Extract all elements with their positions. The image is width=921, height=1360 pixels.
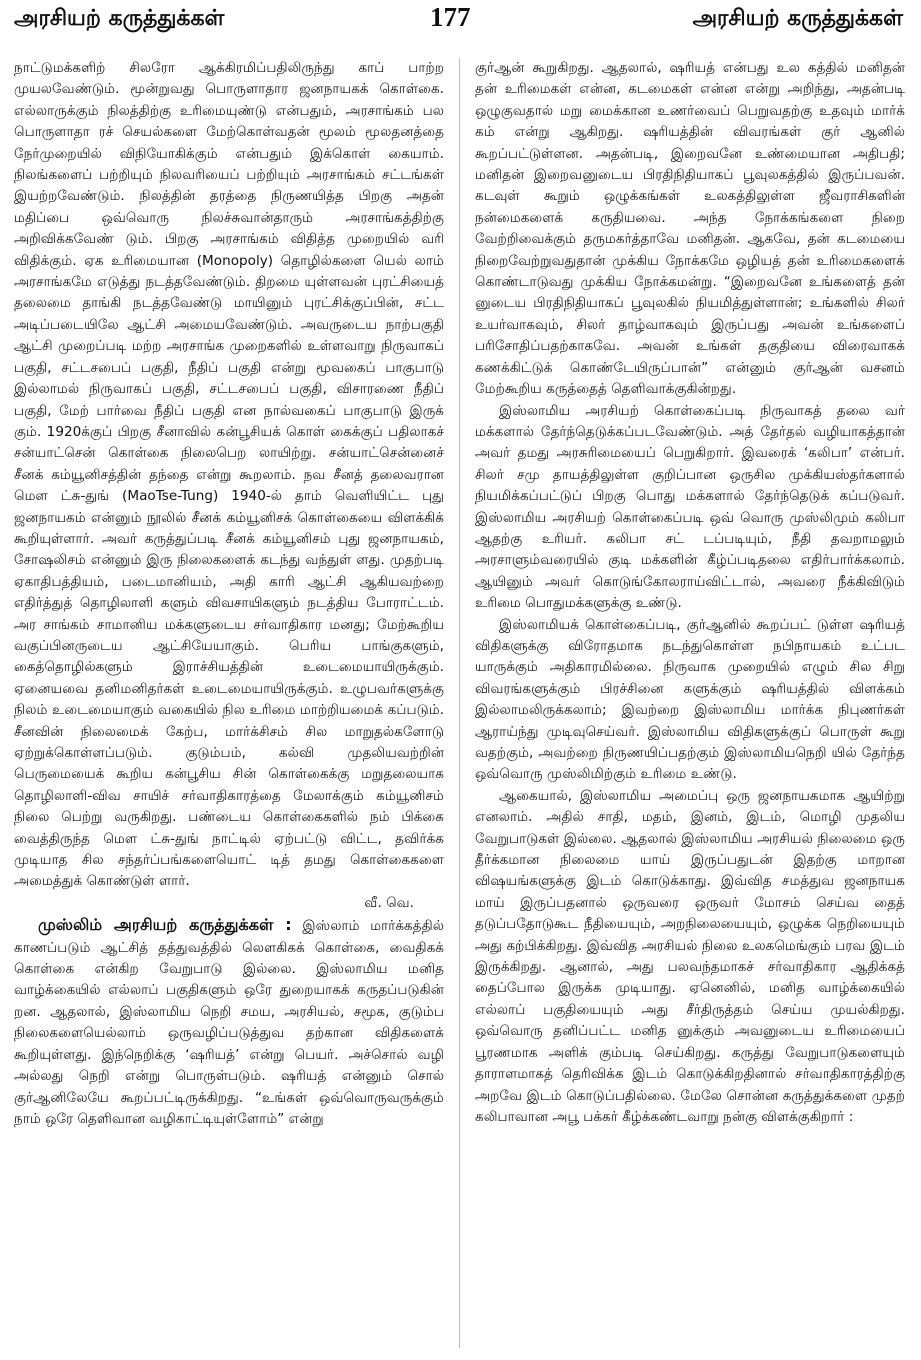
author-initials: வீ. வெ. — [364, 894, 414, 911]
right-column — [475, 58, 905, 1353]
paragraph: இஸ்லாமிய அரசியற் கொள்கைப்படி நிருவாகத் தலை வர் மக்களால் தேர்ந்தெடுக்கப்படவேண்டும். அத் தேர்தல் வழியாகத்தான் அவர் தமது அரசுரிமையைப் பெறுகிறார். இவரைக் ‘கலிபா’ என்பர். சிலர் சமு தாயத்திலுள்ள குறிப்பான ஒருசில முக்கியஸ்தர்களால் நியமிக்கப்பட்டுப் பிறகு பொது மக்களால் தேர்ந்தெடுக் கப்படுவர். இஸ்லாமிய அரசியற் கொள்கைப்படி ஒவ் வொரு முஸ்லிமும் கலிபா ஆதற்கு உரியர். கலிபா சட் டப்படியும், நீதி தவறாமலும் அரசாளும்வரையில் குடி மக்களின் கீழ்ப்படிதலை எதிர்பார்க்கலாம். ஆயினும் அவர் கொடுங்கோலராய்விட்டால், அவரை நீக்கிவிடும் உரிமை பொதுமக்களுக்கு உண்டு. — [475, 402, 905, 612]
paragraph: குர்ஆன் கூறுகிறது. ஆதலால், ஷரியத் என்பது உல கத்தில் மனிதன் தன் உரிமைகள் என்ன, கடமைகள் என்ன என்று அறிந்து, அதன்படி ஒழுகுவதால் மறு மைக்கான உணர்வைப் பெறுவதற்கு உதவும் மார்க் கம் என்று ஆகிறது. ஷரியத்தின் விவரங்கள் குர் ஆனில் கூறப்பட்டுள்ளன. அதன்படி, இறைவனே உண்மையான அதிபதி; மனிதன் இறைவனுடைய பிரதிநிதியாகப் பூவுலகத்தில் இருப்பவன். கடவுள் கூறும் ஒழுக்கங்கள் உலகத்திலுள்ள ஜீவராசிகளின் நன்மைகளைக் கருதியவை. அந்த நோக்கங்களை நிறை வேற்றிவைக்கும் தருமகர்த்தாவே மனிதன். ஆகவே, தன் கடமையை நிறைவேற்றுவதுதான் முக்கிய நோக்கமே ஒழியத் தன் உரிமைகளைக் கொண்டாடுவது முக்கிய நோக்கமன்று. “இறைவனே உங்களைத் தன் னுடைய பிரதிநிதியாகப் பூவுலகில் நியமித்துள்ளான்; உங்களில் சிலர் உயர்வாகவும், சிலர் தாழ்வாகவும் இருப்பது அவன் உங்களைப் பரிசோதிப்பதற்காகவே. அவன் உங்கள் தகுதியை விரைவாகக் கணக்கிட்டுக் கொண்டேயிருப்பான்” என்னும் குர்ஆன் வசனம் மேற்கூறிய கருத்தைத் தெளிவாக்குகின்றது. — [475, 60, 905, 398]
paragraph: இஸ்லாமியக் கொள்கைப்படி, குர்ஆனில் கூறப்பட் டுள்ள ஷரியத் விதிகளுக்கு விரோதமாக நடந்துகொள்ள நபிநாயகம் உட்பட யாருக்கும் அதிகாரமில்லை. நிருவாக முறையில் எழும் சில சிறு விவரங்களுக்கும் பிரச்சினை களுக்கும் ஷரியத்தில் விளக்கம் இல்லாமலிருக்கலாம்; இவற்றை இஸ்லாமிய மார்க்க நிபுணர்கள் ஆராய்ந்து முடிவுசெய்வர். இஸ்லாமிய விதிகளுக்குப் பொருள் கூறு வதற்கும், அவற்றை நிருணயிப்பதற்கும் இஸ்லாமியநெறி யில் தேர்ந்த ஒவ்வொரு முஸ்லிமிற்கும் உரிமை உண்டு. — [475, 616, 905, 783]
page-header — [0, 0, 921, 50]
section-heading: முஸ்லிம் அரசியற் கருத்துக்கள் : — [38, 915, 292, 935]
paragraph-text: இஸ்லாம் மார்க்கத்தில் காணப்படும் ஆட்சித் தத்துவத்தில் லௌகிகக் கொள்கை, வைதிகக் கொள்கை என்கிற வேறுபாடு இல்லை. இஸ்லாமிய மனித வாழ்க்கையில் எல்லாப் பகுதிகளும் ஒரே துறையாகக் கருதப்படுகின் றன. ஆதலால், இஸ்லாமிய நெறி சமய, அரசியல், சமூக, குடும்ப நிலைகளையெல்லாம் ஒருவழிப்படுத்துவ தற்கான விதிகளைக் கூறியுள்ளது. இந்நெறிக்கு ‘ஷரியத்’ என்று பெயர். அச்சொல் வழி அல்லது நெறி என்று பொருள்படும். ஷரியத் என்னும் சொல் குர்ஆனிலேயே கூறப்பட்டிருக்கிறது. “உங்கள் ஒவ்வொருவருக்கும் நாம் ஒரே தெளிவான வழிகாட்டியுள்ளோம்” என்று — [14, 918, 444, 1127]
column-divider — [459, 58, 460, 1348]
left-column — [14, 58, 444, 1353]
running-title-left: அரசியற் கருத்துக்கள் — [14, 6, 225, 31]
running-title-right: அரசியற் கருத்துக்கள் — [692, 6, 903, 31]
section-paragraph — [14, 914, 444, 1130]
page-number: 177 — [430, 2, 471, 32]
paragraph: ஆகையால், இஸ்லாமிய அமைப்பு ஒரு ஜனநாயகமாக ஆயிற்று எனலாம். அதில் சாதி, மதம், இனம், இடம், மொழி முதலிய வேறுபாடுகள் இல்லை. ஆதலால் இஸ்லாமிய அரசியல் நிலைமை ஒரு தீர்க்கமான நிலைமை யாய் இருப்பதுடன் இதற்கு மாறான விஷயங்களுக்கு இடம் கொடுக்காது. இவ்வித சமத்துவ ஜனநாயக மாய் இருப்பதனால் ஒருவரை ஒருவர் மோசம் செய்வ தைத் தடுப்பதோடுகூட நீதியையும், அறநிலையையும், ஒழுக்க நெறியையும் அது கற்பிக்கிறது. இவ்வித அரசியல் நிலை உலகமெங்கும் பரவ இடம் இருக்கிறது. ஆனால், அது பலவந்தமாகச் சர்வாதிகார ஆதிக்கத் தைப்போல இருக்க முடியாது. ஏனெனில், மனித வாழ்க்கையில் எல்லாப் பகுதியையும் அது சீர்திருத்தம் செய்ய முயல்கிறது. ஒவ்வொரு தனிப்பட்ட மனித னுக்கும் அவனுடைய உரிமையைப் பூரணமாக அளிக் கும்படி செய்கிறது. கருத்து வேறுபாடுகளையும் தாராளமாகத் தெரிவிக்க இடம் கொடுக்கிறதினால் சர்வாதிகாரத்திற்கு அறவே இடம் கொடுப்பதில்லை. மேலே சொன்ன கருத்துக்களை முதற் கலிபாவான அபூ பக்கர் கீழ்க்கண்டவாறு நன்கு விளக்குகிறார் : — [475, 787, 905, 1125]
paragraph: நாட்டுமக்களிற் சிலரோ ஆக்கிரமிப்பதிலிருந்து காப் பாற்ற முயலவேண்டும். மூன்றுவது பொருளாதார ஜனநாயகக் கொள்கை. எல்லாருக்கும் நிலத்திற்கு உரிமையுண்டு என்பதும், அரசாங்கம் பல பொருளாதா ரச் செயல்களை மேற்கொள்வதன் மூலம் மூலதனத்தை நேர்முறையில் விநியோகிக்கும் என்பதும் இக்கொள் கையாம். நிலங்களைப் பற்றியும் நிலவரியைப் பற்றியும் அரசாங்கம் சட்டங்கள் இயற்றவேண்டும். நிலத்தின் தரத்தை நிருணயித்த பிறகு அதன் மதிப்பை ஒவ்வொரு நிலச்சுவான்தாரும் அரசாங்கத்திற்கு அறிவிக்கவேண் டும். பிறகு அரசாங்கம் விதித்த முறையில் வரி விதிக்கும். ஏக உரிமையான (Monopoly) தொழில்களை யெல் லாம் அரசாங்கமே எடுத்து நடத்தவேண்டும். திறமை யுள்ளவன் புரட்சியைத் தலைமை தாங்கி நடத்தவேண்டு மாயினும் புரட்சிக்குப்பின், சட்ட அடிப்படையிலே ஆட்சி அமையவேண்டும். அவருடைய நாற்பகுதி ஆட்சி முறைப்படி மற்ற அரசாங்க முறைகளில் உள்ளவாறு நிருவாகப் பகுதி, சட்டசபைப் பகுதி, நீதிப் பகுதி என்று மூவகைப் பாகுபாடு இல்லாமல் நிருவாகப் பகுதி, சட்டசபைப் பகுதி, விசாரணை நீதிப் பகுதி, மேற் பார்வை நீதிப் பகுதி என நால்வகைப் பாகுபாடு இருக் கும். 1920க்குப் பிறகு சீனாவில் கன்பூசியக் கொள் கைக்குப் பதிலாகச் சன்யாட்சென் கொள்கை நிலைபெற லாயிற்று. சன்யாட்சென்னைச் சீனக் கம்யூனிசத்தின் தந்தை என்று கூறலாம். நவ சீனத் தலைவரான மௌ ட்சு-துங் (MaoTse-Tung) 1940-ல் தாம் வெளியிட்ட புது ஜனநாயகம் என்னும் நூலில் சீனக் கம்யூனிசக் கொள்கையை விளக்கிக் கூறியுள்ளார். அவர் கருத்துப்படி சீனக் கம்யூனிசம் புது ஜனநாயகம், சோஷலிசம் என்னும் இரு நிலைகளைக் கடந்து வந்துள் ளது. முதற்படி ஏகாதிபத்தியம், படைமானியம், அதி காரி ஆட்சி ஆகியவற்றை எதிர்த்துத் தொழிலாளி களும் விவசாயிகளும் நடத்திய போராட்டம். அர சாங்கம் சாமானிய மக்களுடைய சர்வாதிகார மனது; மேற்கூறிய வகுப்பினருடைய ஆட்சியேயாகும். பெரிய பாங்குகளும், கைத்தொழில்களும் இராச்சியத்தின் உடைமையாயிருக்கும். ஏனையவை தனிமனிதர்கள் உடைமையாயிருக்கும். உழுபவர்களுக்கு நிலம் உடைமையாகும் வகையில் நில உரிமை மாற்றியமைக் கப்படும். சீனவின் நிலைமைக் கேற்ப, மார்க்சிசம் சில மாறுதல்களோடு ஏற்றுக்கொள்ளப்படும். குடும்பம், கல்வி முதலியவற்றின் பெருமையைக் கூறிய கன்பூசிய சின் கொள்கைக்கு மறுதலையாக தொழிலாளி-விவ சாயிச் சர்வாதிகாரத்தை மேலாக்கும் கம்யூனிசம் நிலை பெற்று வருகிறது. பண்டைய கொள்கைகளில் நம் பிக்கை வைத்திருந்த மௌ ட்சு-துங் நாட்டில் ஏற்பட்டு விட்ட, தவிர்க்க முடியாத சில சந்தர்ப்பங்களையொட் டித் தமது கொள்கைகளை அமைத்துக் கொண்டுள் ளார். — [14, 60, 444, 890]
